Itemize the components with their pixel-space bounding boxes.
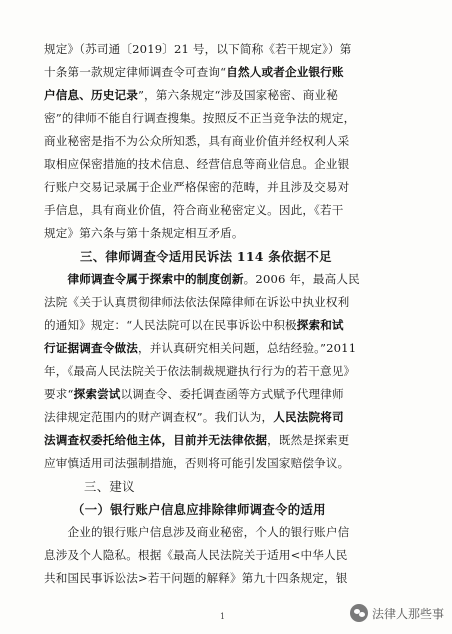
text-line <box>44 567 420 590</box>
text-run: 年，《最高人民法院关于依法制裁规避执行行为的若干意见》 <box>44 364 356 378</box>
text-line <box>44 452 420 475</box>
text-run: 密”的律师不能自行调查搜集。按照反不正当竞争法的规定， <box>44 111 356 125</box>
text-run: 应审慎适用司法强制措施，否则将可能引发国家赔偿争议。 <box>44 456 350 470</box>
bold-text: 法调查权委托给他主体，目前并无法律依据 <box>44 433 268 447</box>
bold-text: 探索和试 <box>296 318 344 332</box>
text-line <box>44 429 420 452</box>
text-run: 取相应保密措施的技术信息、经营信息等商业信息。企业银 <box>44 157 350 171</box>
paragraph-block-3 <box>44 521 420 590</box>
text-run: 十条第一款规定律师调查令可查询“ <box>44 65 227 79</box>
text-run: ”，第六条规定“涉及国家秘密、商业秘 <box>137 88 339 102</box>
bold-text: 户信息、历史记录 <box>44 88 138 102</box>
text-run: ，并认真研究相关问题，总结经验。”2011 <box>137 341 357 355</box>
text-run: 以调查令、委托调查函等方式赋予代理律师 <box>120 387 344 401</box>
text-run: ，既然是探索更 <box>267 433 350 447</box>
bold-text: 自然人或者企业银行账 <box>226 65 344 79</box>
text-line <box>44 84 420 107</box>
paragraph-block-2 <box>44 268 420 475</box>
text-line <box>44 406 420 429</box>
text-line <box>44 360 420 383</box>
watermark-text: 法律人那些事 <box>371 606 444 621</box>
text-line <box>44 38 420 61</box>
text-line <box>44 314 420 337</box>
text-run: 法院《关于认真贯彻律师法依法保障律师在诉讼中执业权利 <box>44 295 350 309</box>
bold-text: 人民法院将司 <box>273 410 344 424</box>
bold-text: 探索尝试 <box>73 387 121 401</box>
text-run: 手信息，具有商业价值，符合商业秘密定义。因此，《若干 <box>44 203 344 217</box>
text-run: 法律规定范围内的财产调查权”。我们认为， <box>44 410 274 424</box>
text-run: 企业的银行账户信息涉及商业秘密，个人的银行账户信 <box>44 525 350 539</box>
text-run: 规定》（苏司通〔2019〕21 号，以下简称《若干规定》）第 <box>44 42 352 56</box>
text-line <box>44 222 420 245</box>
wechat-icon <box>350 604 368 622</box>
bold-text: 行证据调查令做法 <box>44 341 138 355</box>
watermark <box>350 604 444 622</box>
text-run: 商业秘密是指不为公众所知悉，具有商业价值并经权利人采 <box>44 134 350 148</box>
text-line <box>44 521 420 544</box>
text-line <box>44 176 420 199</box>
text-line <box>44 61 420 84</box>
text-line <box>44 544 420 567</box>
text-line <box>44 107 420 130</box>
section-heading-3: 三、律师调查令适用民诉法 114 条依据不足 <box>80 249 332 264</box>
text-line <box>44 199 420 222</box>
text-line <box>44 337 420 360</box>
text-line <box>44 153 420 176</box>
text-run: 。2006 年，最高人民 <box>243 272 360 286</box>
text-run: 要求“ <box>44 387 74 401</box>
subsection-heading-1: （一）银行账户信息应排除律师调查令的适用 <box>72 502 326 517</box>
text-run: 共和国民事诉讼法>若干问题的解释》第九十四条规定，银 <box>44 571 348 585</box>
text-run: 行账户交易记录属于企业严格保密的范畴，并且涉及交易对 <box>44 180 350 194</box>
bold-text: 律师调查令属于探索中的制度创新 <box>67 272 244 286</box>
text-run: 息涉及个人隐私。根据《最高人民法院关于适用<中华人民 <box>44 548 348 562</box>
text-run: 的通知》规定：“人民法院可以在民事诉讼中积极 <box>44 318 297 332</box>
paragraph-block-1 <box>44 38 420 245</box>
text-run: 规定》第六条与第十条规定相互矛盾。 <box>44 226 244 240</box>
text-run <box>44 272 68 286</box>
text-line <box>44 268 420 291</box>
section-heading-suggestions: 三、建议 <box>84 479 135 494</box>
text-line <box>44 291 420 314</box>
text-line <box>44 383 420 406</box>
page-number: 1 <box>220 612 226 621</box>
text-line <box>44 130 420 153</box>
document-body <box>44 38 420 590</box>
